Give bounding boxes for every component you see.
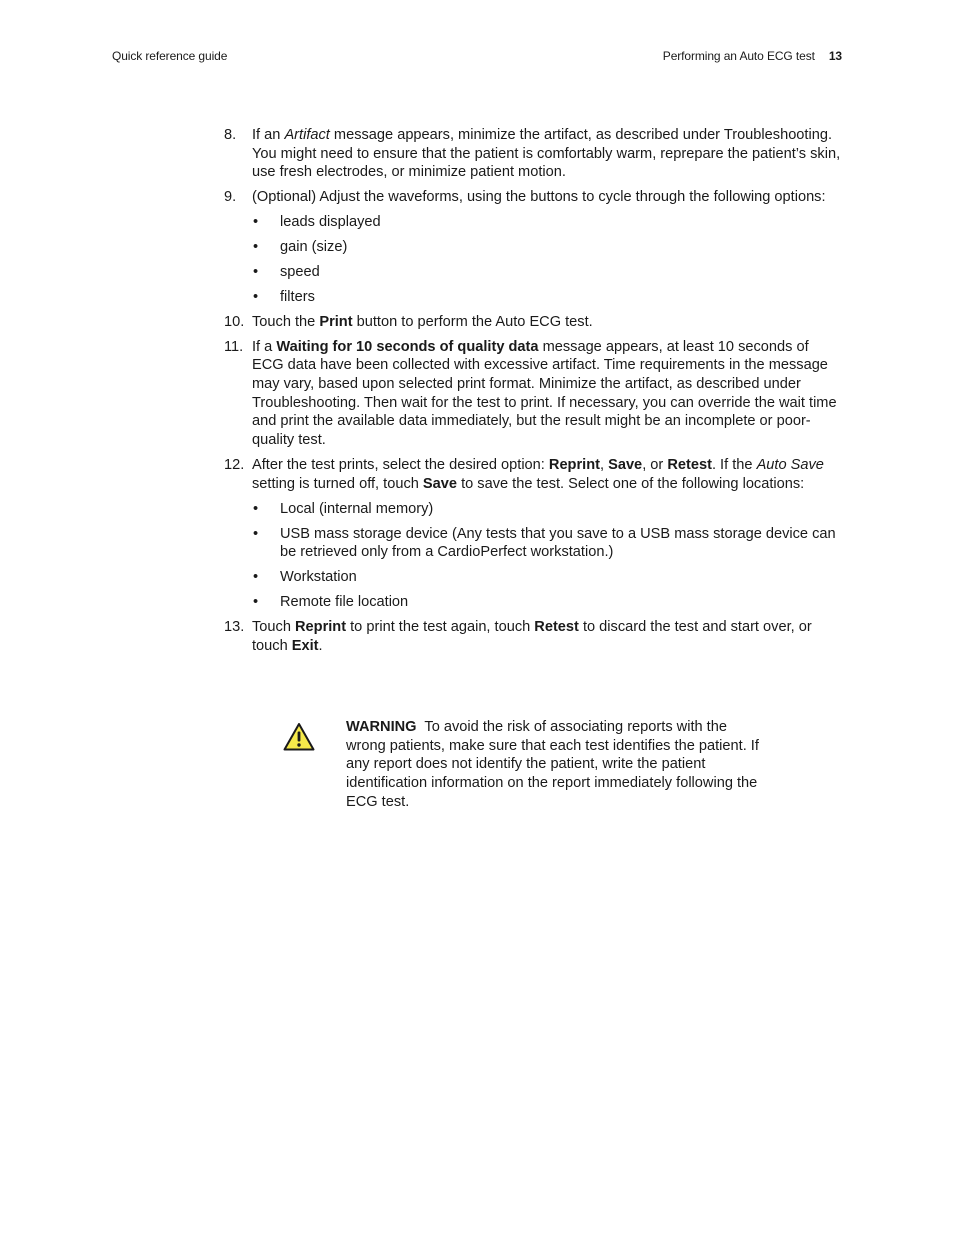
waveform-options-list — [252, 213, 844, 306]
step-text: If an — [252, 127, 285, 143]
step-12 — [224, 456, 844, 612]
save-term: Save — [608, 457, 643, 474]
running-header-right — [663, 49, 842, 63]
save-term: Save — [422, 475, 458, 492]
step-text: Touch the — [252, 313, 320, 330]
list-item-text: filters — [280, 288, 315, 305]
step-text: Touch — [252, 618, 295, 635]
step-number: 8. — [224, 127, 237, 143]
bullet-icon: • — [253, 525, 259, 542]
step-11 — [224, 338, 844, 450]
step-8 — [224, 126, 844, 182]
artifact-term: Artifact — [284, 127, 330, 143]
procedure-steps — [224, 126, 844, 662]
list-item — [252, 525, 844, 562]
list-item-text: leads displayed — [280, 214, 381, 231]
step-text: message appears, minimize the artifact, as described under Troubleshooting. You might need to ensure that the patient is comfortably warm, reprepare the patient’s skin, use fresh electrodes, or minimize patient motion. — [252, 127, 841, 181]
waiting-message-term: Waiting for 10 seconds of quality data — [276, 338, 539, 355]
step-text: After the test prints, select the desired option: — [252, 457, 549, 474]
running-header-left: Quick reference guide — [112, 49, 228, 63]
retest-term: Retest — [667, 457, 712, 474]
step-13 — [224, 618, 844, 655]
list-item — [252, 238, 844, 257]
step-number: 11. — [224, 338, 244, 355]
step-number: 13. — [224, 618, 245, 635]
bullet-icon: • — [253, 239, 259, 256]
save-locations-list — [252, 500, 844, 612]
list-item — [252, 213, 844, 232]
bullet-icon: • — [253, 263, 259, 280]
step-9 — [224, 188, 844, 306]
step-text: message appears, at least 10 seconds of ECG data have been collected with excessive artifact. Time requirements in the message may vary, based upon selected print format. Minimize the artifact, as described under Troubleshooting. Then wait for the test to print. If necessary, you can override the wait time and print the available data immediately, but the result might be an incomplete or poor-quality test. — [252, 338, 837, 449]
auto-save-term: Auto Save — [756, 457, 824, 474]
list-item-text: Workstation — [280, 569, 357, 586]
bullet-icon: • — [253, 214, 259, 231]
step-text: , — [599, 457, 609, 474]
list-item — [252, 288, 844, 307]
step-text: to discard the test and start over, or touch — [252, 618, 812, 654]
list-item-text: speed — [280, 263, 320, 280]
warning-text — [346, 718, 766, 812]
list-item-text: USB mass storage device (Any tests that you save to a USB mass storage device can be retrieved only from a CardioPerfect workstation.) — [280, 525, 836, 561]
exit-term: Exit — [291, 637, 319, 654]
warning-triangle-icon — [283, 722, 315, 752]
step-text: . If the — [711, 457, 757, 474]
list-item-text: Local (internal memory) — [280, 500, 434, 517]
bullet-icon: • — [253, 500, 259, 517]
step-text: to save the test. Select one of the following locations: — [457, 475, 805, 492]
step-text: setting is turned off, touch — [252, 475, 423, 492]
step-text: to print the test again, touch — [346, 618, 535, 635]
list-item — [252, 593, 844, 612]
warning-label: WARNING — [346, 719, 417, 735]
step-text: , or — [642, 457, 668, 474]
step-number: 10. — [224, 313, 245, 330]
step-text: If a — [252, 338, 277, 355]
step-text: (Optional) Adjust the waveforms, using the buttons to cycle through the following options: — [252, 189, 826, 206]
bullet-icon: • — [253, 569, 259, 586]
list-item — [252, 500, 844, 519]
step-10 — [224, 313, 844, 332]
retest-term: Retest — [534, 618, 579, 635]
reprint-term: Reprint — [548, 457, 600, 474]
reprint-term: Reprint — [295, 618, 347, 635]
step-text: button to perform the Auto ECG test. — [352, 313, 593, 330]
list-item — [252, 568, 844, 587]
list-item — [252, 263, 844, 282]
bullet-icon: • — [253, 594, 259, 611]
warning-body: To avoid the risk of associating reports with the wrong patients, make sure that each test identifies the patient. If any report does not identify the patient, write the patient identification information on the report immediately following the ECG test. — [346, 719, 759, 810]
list-item-text: gain (size) — [280, 239, 348, 256]
step-number: 12. — [224, 457, 245, 474]
step-number: 9. — [224, 189, 237, 206]
section-title: Performing an Auto ECG test — [662, 49, 815, 63]
page-number: 13 — [828, 49, 842, 63]
step-text: . — [318, 637, 323, 654]
print-term: Print — [319, 313, 353, 330]
list-item-text: Remote file location — [280, 594, 409, 611]
bullet-icon: • — [253, 288, 259, 305]
